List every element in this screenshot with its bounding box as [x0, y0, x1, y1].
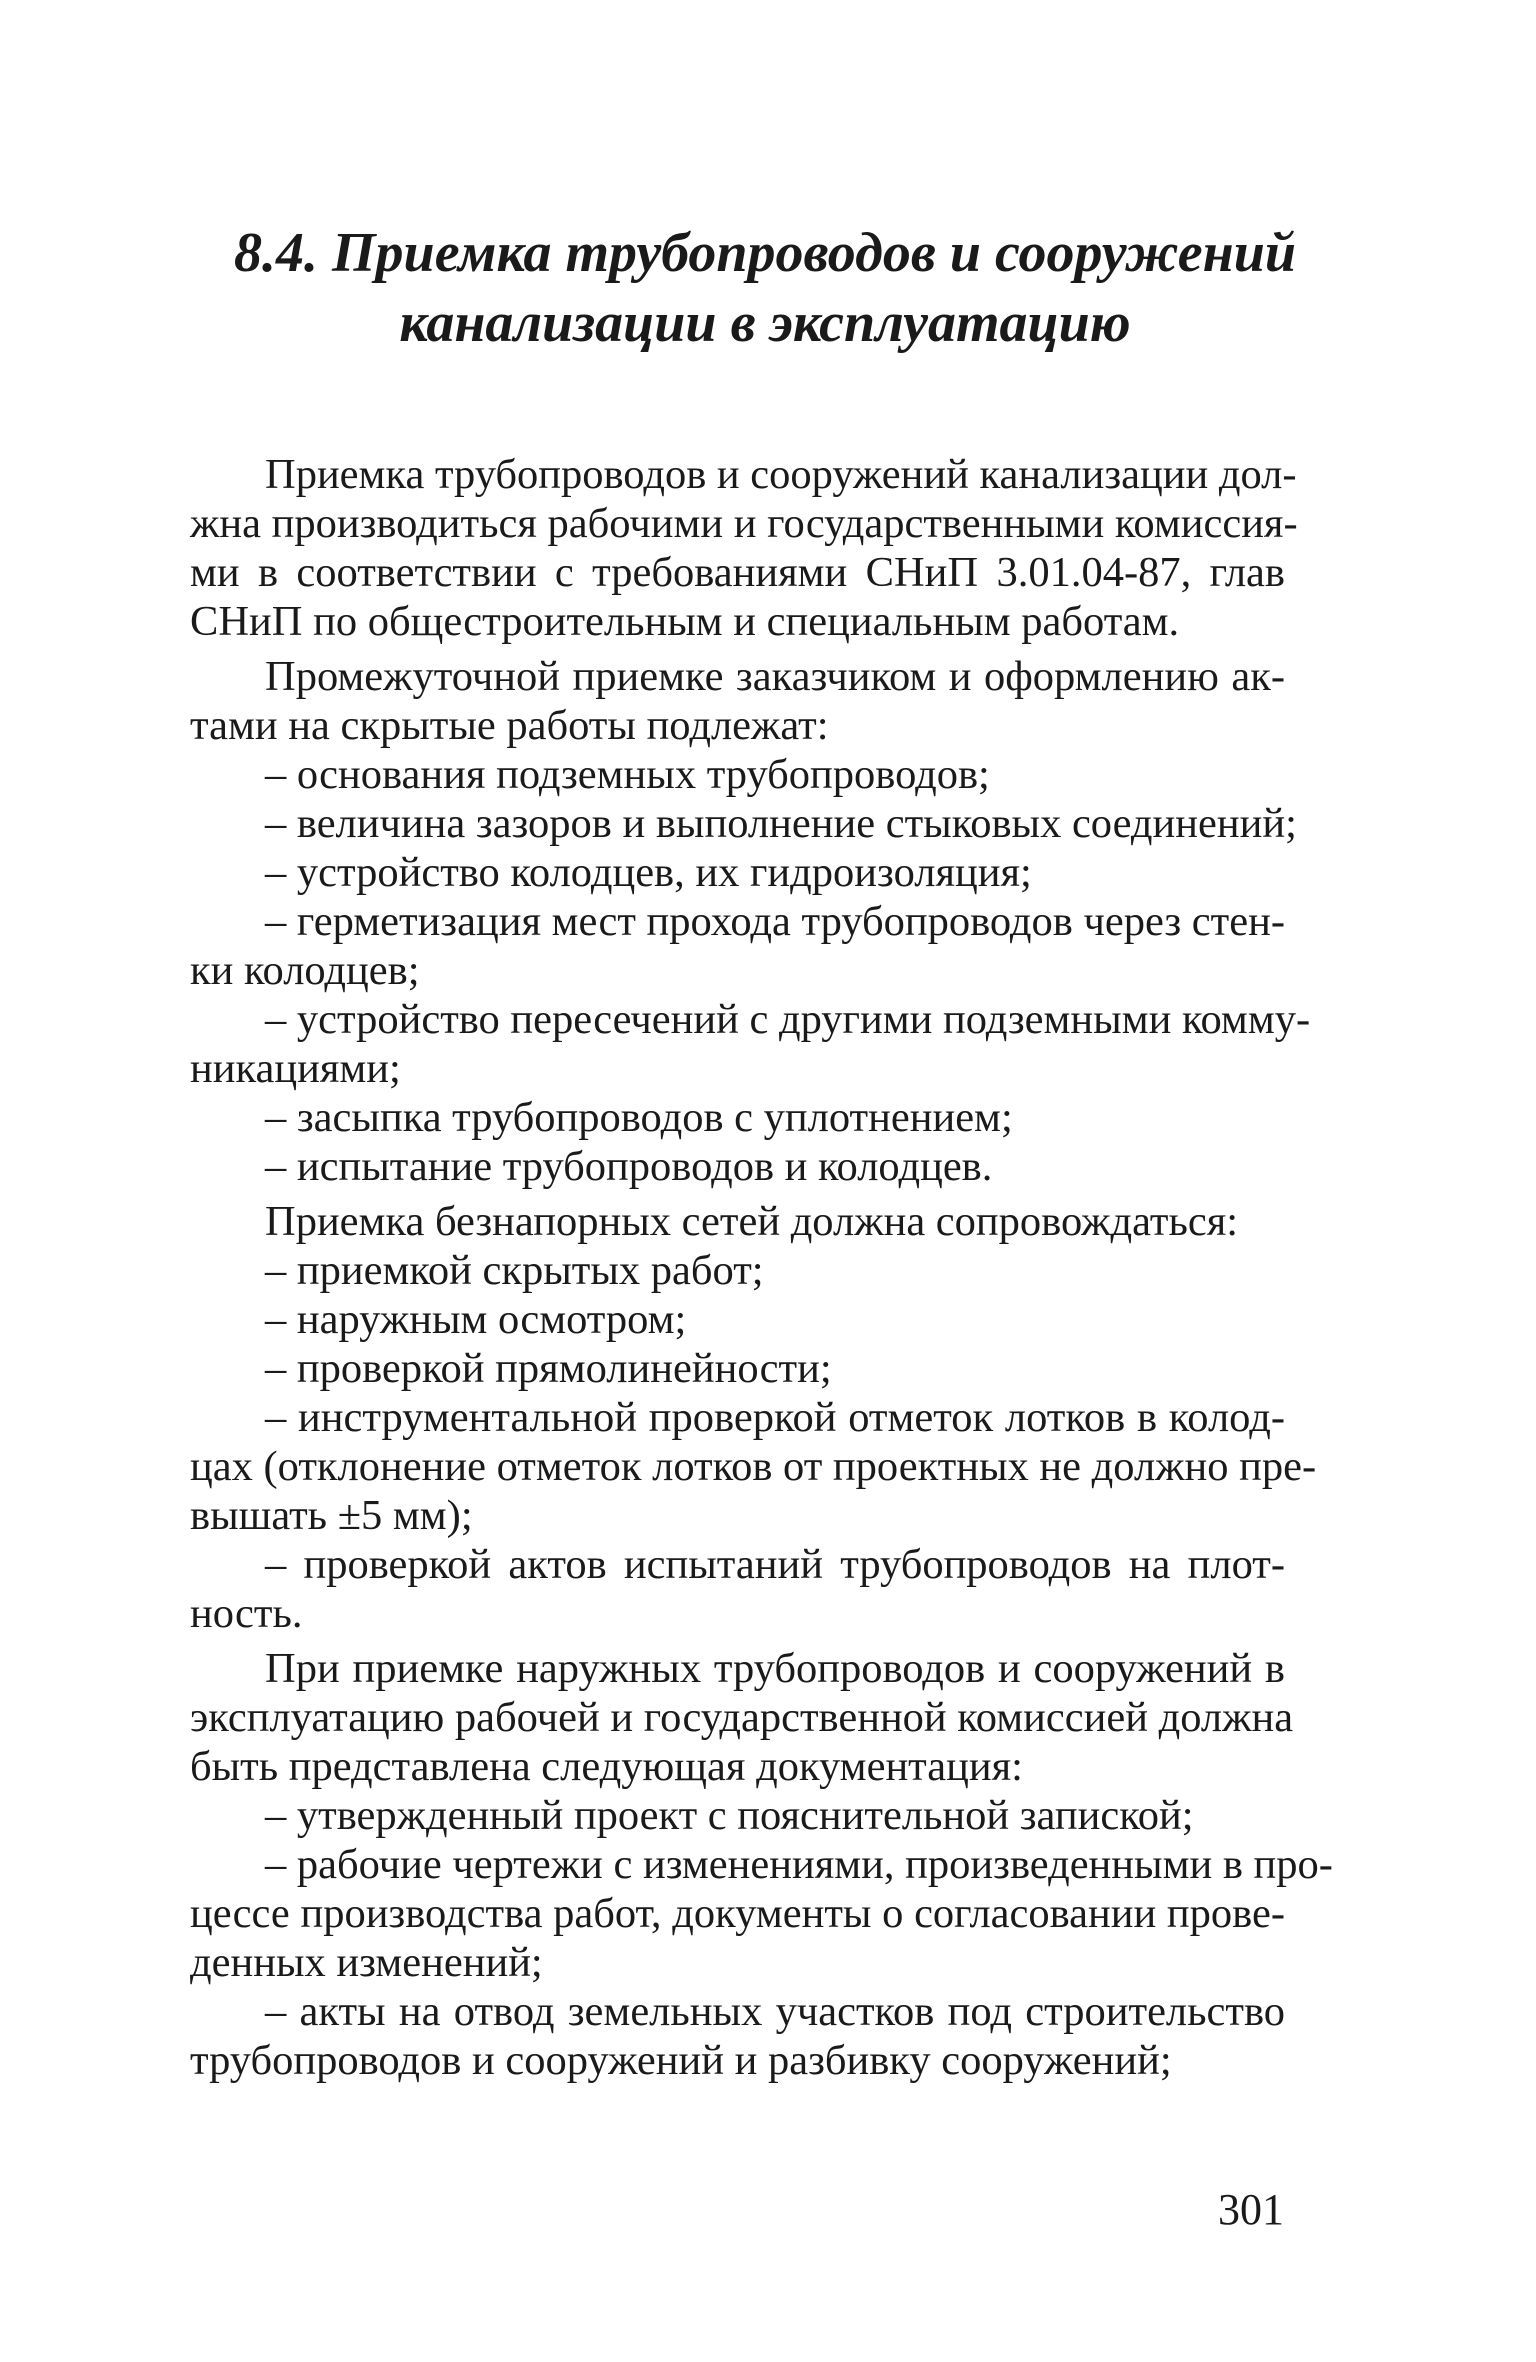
- text-line: – приемкой скрытых работ;: [265, 1247, 764, 1294]
- text-line: – испытание трубопроводов и колодцев.: [265, 1143, 993, 1190]
- text-line: – засыпка трубопроводов с уплотнением;: [265, 1094, 1013, 1141]
- body-text: [190, 450, 1333, 2085]
- text-line: жна производиться рабочими и государственными комиссия-: [190, 500, 1298, 547]
- text-line: – рабочие чертежи с изменениями, произведенными в про-: [265, 1841, 1333, 1888]
- text-line: эксплуатацию рабочей и государственной комиссией должна: [190, 1694, 1294, 1741]
- text-line: – устройство колодцев, их гидроизоляция;: [265, 849, 1032, 896]
- text-line: ми в соответствии с требованиями СНиП 3.01.04-87, глав: [190, 549, 1285, 596]
- text-line: Приемка безнапорных сетей должна сопровождаться:: [265, 1198, 1239, 1245]
- text-line: При приемке наружных трубопроводов и сооружений в: [265, 1645, 1285, 1692]
- text-line: денных изменений;: [190, 1939, 543, 1986]
- text-line: трубопроводов и сооружений и разбивку сооружений;: [190, 2037, 1172, 2084]
- text-line: – герметизация мест прохода трубопроводов через стен-: [265, 898, 1285, 945]
- text-line: – инструментальной проверкой отметок лотков в колод-: [265, 1394, 1285, 1441]
- page-number: 301: [1218, 2185, 1284, 2234]
- text-line: Приемка трубопроводов и сооружений канализации дол-: [265, 451, 1297, 498]
- section-heading-line-2: канализации в эксплуатацию: [399, 292, 1131, 354]
- section-heading: [180, 218, 1350, 358]
- text-line: тами на скрытые работы подлежат:: [190, 702, 829, 749]
- text-line: – основания подземных трубопроводов;: [265, 751, 990, 798]
- text-line: – величина зазоров и выполнение стыковых соединений;: [265, 800, 1297, 847]
- text-line: – устройство пересечений с другими подземными комму-: [265, 996, 1311, 1043]
- text-line: Промежуточной приемке заказчиком и оформлению ак-: [265, 653, 1285, 700]
- text-line: – проверкой прямолинейности;: [265, 1345, 832, 1392]
- text-line: ки колодцев;: [190, 947, 420, 994]
- section-heading-line-1: 8.4. Приемка трубопроводов и сооружений: [233, 222, 1297, 284]
- text-line: – проверкой актов испытаний трубопроводов на плот-: [265, 1541, 1285, 1588]
- text-line: СНиП по общестроительным и специальным работам.: [190, 598, 1180, 645]
- text-line: быть представлена следующая документация:: [190, 1743, 1023, 1790]
- text-line: – наружным осмотром;: [265, 1296, 687, 1343]
- text-line: цессе производства работ, документы о согласовании прове-: [190, 1890, 1285, 1937]
- text-line: – утвержденный проект с пояснительной запиской;: [265, 1792, 1194, 1839]
- text-line: никациями;: [190, 1045, 401, 1092]
- text-line: ность.: [190, 1590, 303, 1637]
- text-line: – акты на отвод земельных участков под строительство: [265, 1988, 1285, 2035]
- text-line: вышать ±5 мм);: [190, 1492, 473, 1539]
- text-line: цах (отклонение отметок лотков от проектных не должно пре-: [190, 1443, 1317, 1490]
